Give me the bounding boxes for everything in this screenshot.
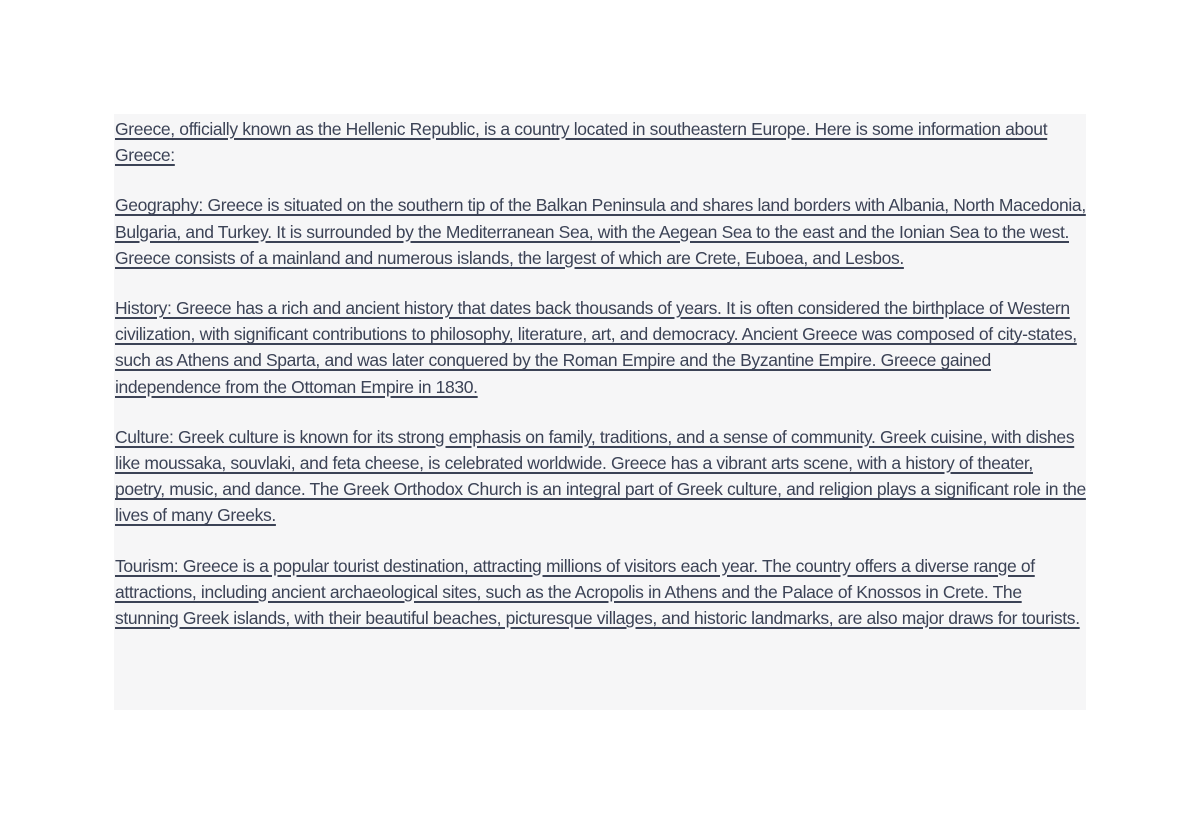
paragraph-geography: Geography: Greece is situated on the southern tip of the Balkan Peninsula and shares land borders with Albania, North Macedonia, Bulgaria, and Turkey. It is surrounded by the Mediterranean Sea, with the Aegean Sea to the east and the Ionian Sea to the west. Greece consists of a mainland and numerous islands, the largest of which are Crete, Euboea, and Lesbos.	[115, 195, 1086, 268]
paragraph-tourism: Tourism: Greece is a popular tourist destination, attracting millions of visitors each year. The country offers a diverse range of attractions, including ancient archaeological sites, such as the Acropolis in Athens and the Palace of Knossos in Crete. The stunning Greek islands, with their beautiful beaches, picturesque villages, and historic landmarks, are also major draws for tourists.	[115, 555, 1080, 629]
paragraph-history: History: Greece has a rich and ancient history that dates back thousands of years. It is often considered the birthplace of Western civilization, with significant contributions to philosophy, literature, art, and democracy. Ancient Greece was composed of city-states, such as Athens and Sparta, and was later conquered by the Roman Empire and the Byzantine Empire. Greece gained independence from the Ottoman Empire in 1830.	[115, 298, 1077, 397]
paragraph-intro: Greece, officially known as the Hellenic Republic, is a country located in southeastern Europe. Here is some information about Greece:	[115, 119, 1048, 166]
text-panel	[114, 114, 1086, 710]
paragraph-culture: Culture: Greek culture is known for its strong emphasis on family, traditions, and a sense of community. Greek cuisine, with dishes like moussaka, souvlaki, and feta cheese, is celebrated worldwide. Greece has a vibrant arts scene, with a history of theater, poetry, music, and dance. The Greek Orthodox Church is an integral part of Greek culture, and religion plays a significant role in the lives of many Greeks.	[115, 426, 1086, 526]
